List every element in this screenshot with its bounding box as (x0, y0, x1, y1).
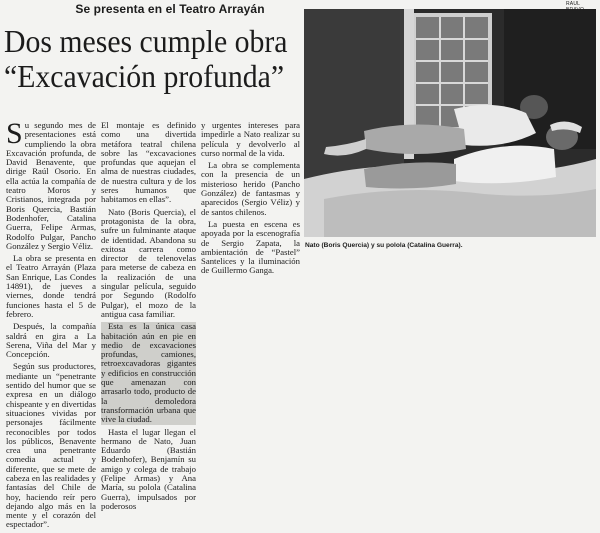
article-kicker: Se presenta en el Teatro Arrayán (75, 2, 265, 16)
article-photo (304, 9, 596, 237)
paragraph: La puesta en escena es apoyada por la escenografía de Sergio Zapata, la ambientación de “Pastel” Santelices y la iluminación de Guillermo Ganga. (201, 218, 300, 276)
drop-cap: S (6, 117, 23, 150)
paragraph: El montaje es definido como una divertida metáfora teatral chilena sobre las “excavaciones profundas que aquejan el alma de nuestras ciudades, de nuestra cultura y de los seres humanos que habitamos en ellas”. (101, 120, 196, 205)
highlighted-paragraph: Esta es la única casa habitación aún en pie en medio de excavaciones profundas, camiones, retroexcavadoras gigantes y edificios en construcción que amenazan con arrasarlo todo, producto de la demoledora transformación urbana que vive la ciudad. (101, 321, 196, 425)
paragraph: La obra se complementa con la presencia de un misterioso herido (Pancho González) de fantasmas y aparecidos (Sergio Véliz) y de santos chilenos. (201, 160, 300, 217)
column-2 (101, 121, 196, 514)
column-1 (6, 117, 96, 533)
headline-line-2: “Excavación profunda” (4, 58, 285, 94)
paragraph: y urgentes intereses para impedirle a Nato realizar su película y devolverlo al curso normal de la vida. (201, 120, 300, 158)
paragraph: La obra se presenta en el Teatro Arrayán (Plaza San Enrique, Las Condes 14891), de jueves a viernes, donde tendrá funciones hasta el 5 de febrero. (6, 253, 96, 319)
paragraph: Nato (Boris Quercia), el protagonista de la obra, sufre un fulminante ataque de identidad. Abandona su exitosa carrera como director de telenovelas para meterse de cabeza en la realización de una singular película, seguido por Segundo (Rodolfo Pulgar), el mozo de la antigua casa familiar. (101, 206, 196, 319)
column-3 (201, 121, 300, 279)
headline (4, 23, 288, 94)
paragraph: Hasta el lugar llegan el hermano de Nato, Juan Eduardo (Bastián Bodenhofer), Benjamín su amigo y colega de trabajo (Felipe Armas) y Ana María, su polola (Catalina Guerra), impulsados por poderosos (101, 426, 196, 511)
paragraph: Después, la compañía saldrá en gira a La Serena, Viña del Mar y Concepción. (6, 321, 96, 360)
photo-caption: Nato (Boris Quercia) y su polola (Catalina Guerra). (305, 242, 463, 249)
paragraph: Según sus productores, mediante un “penetrante sentido del humor que se expresa en un diálogo chispeante y en divertidas situaciones vividas por personajes fácilmente reconocibles por todos los públicos, Benavente crea una penetrante comedia actual y diferente, que se mete de cabeza en las realidades y fantasías del Chile de hoy, haciendo reír pero dejando algo más en la mente y el corazón del espectador”. (6, 361, 96, 530)
photo-credit: RAUL (566, 1, 580, 7)
photo-illustration (304, 9, 596, 237)
paragraph: Su segundo mes de presentaciones está cumpliendo la obra Excavación profunda, de David Benavente, que dirige Raúl Osorio. En ella actúa la compañía de teatro Moros y Cristianos, integrada por Boris Quercia, Bastián Bodenhofer, Catalina Guerra, Felipe Armas, Rodolfo Pulgar, Pancho González y Sergio Véliz. (6, 117, 96, 251)
headline-line-1: Dos meses cumple obra (4, 23, 288, 59)
